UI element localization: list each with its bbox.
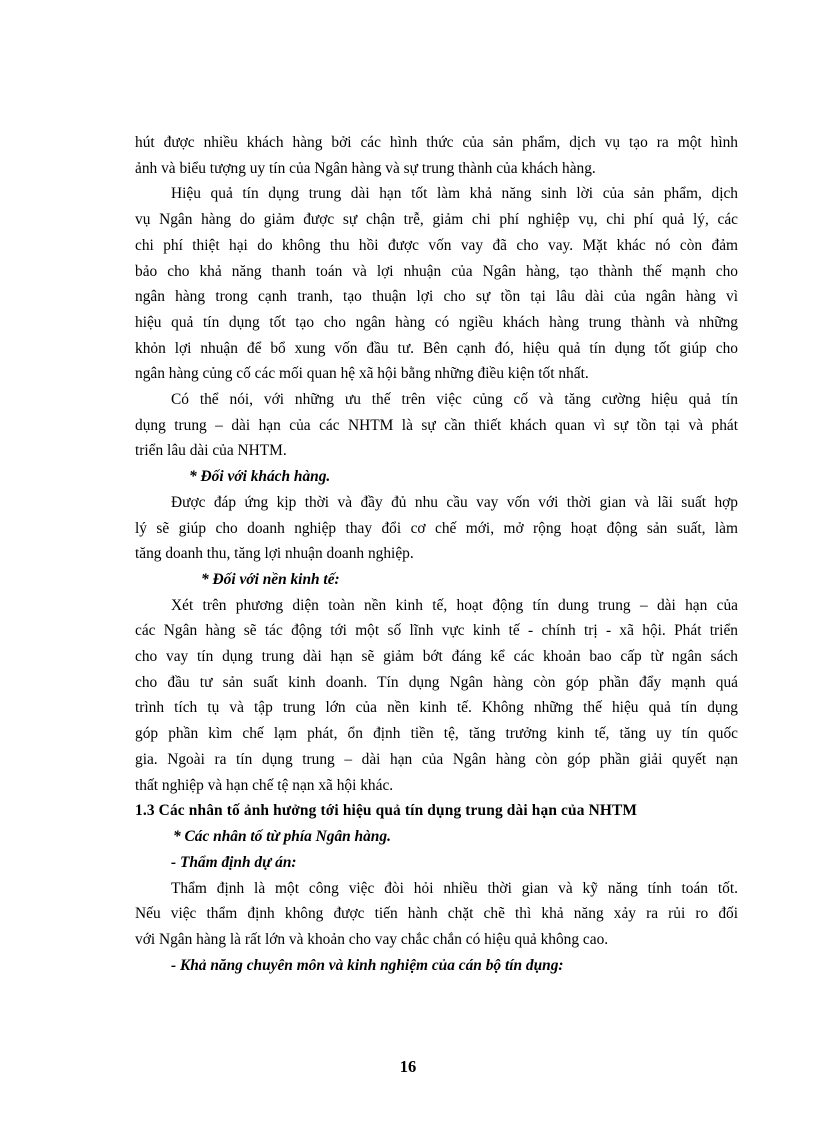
text-line: các Ngân hàng sẽ tác động tới một số lĩnh vực kinh tế - chính trị - xã hội. Phát triển [135, 622, 738, 640]
section-heading-1-3: 1.3 Các nhân tố ảnh hưởng tới hiệu quả tín dụng trung dài hạn của NHTM [135, 802, 638, 820]
text-line: gia. Ngoài ra tín dụng trung – dài hạn của Ngân hàng còn góp phần giải quyết nạn [135, 750, 738, 768]
text-line: bảo cho khả năng thanh toán và lợi nhuận của Ngân hàng, tạo thành thế mạnh cho [135, 262, 738, 280]
text-line: tăng doanh thu, tăng lợi nhuận doanh nghiệp. [135, 545, 414, 563]
text-line: dụng trung – dài hạn của các NHTM là sự cần thiết khách quan vì sự tồn tại và phát [135, 416, 738, 434]
text-line: cho vay tín dụng trung dài hạn sẽ giảm bớt đáng kể các khoản bao cấp từ ngân sách [135, 648, 738, 666]
text-line: thất nghiệp và hạn chế tệ nạn xã hội khác. [135, 776, 394, 794]
heading-bank-factors: * Các nhân tố từ phía Ngân hàng. [173, 828, 391, 846]
heading-economy: * Đối với nền kinh tế: [201, 570, 340, 588]
paragraph-6 [135, 876, 738, 953]
text-line: trình tích tụ và tập trung lớn của nền kinh tế. Không những thế hiệu quả tín dụng [135, 699, 738, 717]
text-line: ngân hàng củng cố các mối quan hệ xã hội bằng những điều kiện tốt nhất. [135, 365, 589, 383]
text-line: cho đầu tư sản suất kinh doanh. Tín dụng Ngân hàng còn góp phần đẩy mạnh quá [135, 673, 738, 691]
paragraph-2 [135, 181, 738, 387]
text-line: khỏn lợi nhuận để bổ xung vốn đầu tư. Bên cạnh đó, hiệu quả tín dụng tốt giúp cho [135, 339, 738, 357]
heading-customers: * Đối với khách hàng. [189, 468, 331, 486]
text-line: triển lâu dài của NHTM. [135, 442, 287, 460]
text-line: Nếu việc thẩm định không được tiến hành chặt chẽ thì khả năng xảy ra rủi ro đối [135, 905, 738, 923]
paragraph-4 [135, 490, 738, 567]
text-line: lý sẽ giúp cho doanh nghiệp thay đổi cơ chế mới, mở rộng hoạt động sản suất, làm [135, 519, 738, 537]
text-line: ảnh và biểu tượng uy tín của Ngân hàng và sự trung thành của khách hàng. [135, 159, 596, 177]
paragraph-5 [135, 593, 738, 799]
heading-staff-expertise: - Khả năng chuyên môn và kinh nghiệm của cán bộ tín dụng: [171, 956, 564, 974]
text-line: Xét trên phương diện toàn nền kinh tế, hoạt động tín dung trung – dài hạn của [171, 596, 738, 614]
text-line: Hiệu quả tín dụng trung dài hạn tốt làm khả năng sinh lời của sản phẩm, dịch [171, 185, 738, 203]
text-line: Có thể nói, với những ưu thế trên việc củng cố và tăng cường hiệu quả tín [171, 391, 738, 409]
text-line: Thẩm định là một công việc đòi hỏi nhiều thời gian và kỹ năng tính toán tốt. [171, 879, 738, 897]
text-line: góp phần kìm chế lạm phát, ổn định tiền tệ, tăng trưởng kinh tế, tăng uy tín quốc [135, 725, 738, 743]
text-line: ngân hàng trong cạnh tranh, tạo thuận lợi cho sự tồn tại lâu dài của ngân hàng vì [135, 288, 738, 306]
text-line: với Ngân hàng là rất lớn và khoản cho vay chắc chắn có hiệu quả không cao. [135, 931, 609, 949]
page-body [135, 130, 738, 979]
page-number: 16 [399, 1057, 417, 1076]
text-line: Được đáp ứng kịp thời và đầy đủ nhu cầu vay vốn với thời gian và lãi suất hợp [171, 493, 738, 511]
paragraph-1 [135, 130, 738, 181]
text-line: chi phí thiệt hại do không thu hồi được vốn vay đã cho vay. Mặt khác nó còn đảm [135, 236, 738, 254]
paragraph-3 [135, 387, 738, 464]
text-line: hút được nhiều khách hàng bởi các hình thức của sản phẩm, dịch vụ tạo ra một hình [135, 134, 738, 151]
heading-project-appraisal: - Thẩm định dự án: [171, 853, 297, 871]
text-line: vụ Ngân hàng do giảm được sự chận trễ, giảm chi phí nghiệp vụ, chi phí quả lý, các [135, 211, 738, 229]
text-line: hiệu quả tín dụng tốt tạo cho ngân hàng có ngiều khách hàng trung thành và những [135, 313, 738, 331]
